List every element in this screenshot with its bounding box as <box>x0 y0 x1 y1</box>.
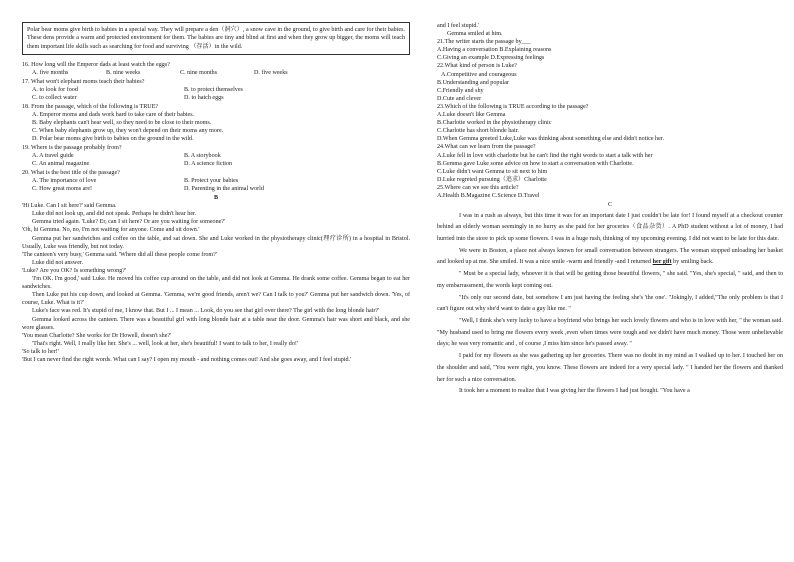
answer-option: C. How great moms are! <box>32 186 93 192</box>
question-stem: 16. How long will the Emperor dads at least watch the eggs? <box>22 62 170 69</box>
answer-option: D. Parenting in the animal world <box>184 186 264 192</box>
answer-option: A.Health B.Magazine C.Science D.Travel <box>437 192 540 199</box>
answer-option: B. A storybook <box>184 153 221 160</box>
answer-option: A. A travel guide <box>32 153 74 160</box>
answer-option: B.Understanding and popular <box>437 79 509 86</box>
story-paragraph: " Must be a special lady, whoever it is that will be getting those beautiful flowers, " she said. "Yes, she's special, " said, and then to my embarrassment, the words kept coming out. <box>437 271 783 289</box>
story-paragraph: I paid for my flowers as she was gathering up her groceries. There was no doubt in my mind as I walked up to her. I touched her on the shoulder and said, "You were right, you know. These flowers are indeed for a very special lady. " I handed her the flowers and thanked her for such a nice conversation. <box>437 353 783 383</box>
answer-option: C.Charlotte has short blonde hair. <box>437 128 519 135</box>
section-c-heading: C <box>607 201 613 208</box>
story-b <box>22 202 410 364</box>
question-stem: 23.Which of the following is TRUE according to the passage? <box>437 103 589 110</box>
answer-option: C. When baby elephants grow up, they won't depend on their moms any more. <box>32 128 224 135</box>
story-paragraph <box>437 246 783 269</box>
option-row <box>22 185 410 193</box>
answer-option: D.When Gemma greeted Luke,Luke was thinking about something else and didn't notice her. <box>437 136 665 143</box>
underlined-phrase: her gift <box>652 259 672 266</box>
story-paragraph: 'But I can never find the right words. What can I say? I open my mouth - and nothing comes out! And she goes away, and I feel stupid.' <box>22 356 352 363</box>
story-paragraph: 'So talk to her!' <box>22 348 59 355</box>
answer-option: C.Luke didn't want Gemma to sit next to him <box>437 168 548 175</box>
story-paragraph: and I feel stupid.' <box>437 23 480 29</box>
section-b-heading: B <box>213 194 219 201</box>
story-paragraph: Gemma smiled at him. <box>447 31 503 38</box>
story-paragraph: Gemma put her sandwiches and coffee on the table, and sat down. She and Luke worked in the physiotherapy clinic(理疗诊所) in a hospital in Bristol. Usually, Luke was friendly, but not today. <box>22 235 410 250</box>
text-segment: by smiling back. <box>671 259 714 266</box>
text-segment: We were in Boston, a place not always known for small conversation between strangers. The woman stopped unloading her basket and looked up at me. She smiled. It was a nice smile -warm and friendly -and I returned <box>437 247 783 266</box>
answer-option: D. Polar bear moms give birth to babies on the ground in the wild. <box>32 136 194 143</box>
story-paragraph: 'You mean Charlotte? She works for Dr Howell, doesn't she?' <box>22 332 172 339</box>
answer-option: C. to collect water <box>32 95 77 102</box>
answer-option: A. Emperor moms and dads work hard to take care of their babies. <box>32 111 195 118</box>
story-paragraph: It took her a moment to realize that I was giving her the flowers I had just bought. "You have a <box>459 388 690 395</box>
story-paragraph: Gemma tried again. 'Luke? Er, can I sit here? Or are you waiting for someone?' <box>32 219 226 226</box>
option-row <box>22 177 410 185</box>
answer-option: B.Charlotte worked in the physiotherapy clinic <box>437 120 552 127</box>
questions-b <box>437 38 783 200</box>
question-stem: 25.Where can we see this article? <box>437 184 519 191</box>
story-paragraph: "It's only our second date, but somehow I am just having the feeling she's 'the one'. "Jokingly, I added,"The only problem is that I can't figure out why she'd want to date a guy like me. " <box>437 294 783 313</box>
question-stem: 19. Where is the passage probably from? <box>22 144 122 151</box>
answer-option: B. nine weeks <box>106 70 141 77</box>
story-paragraph: Gemma looked across the canteen. There was a beautiful girl with long blonde hair at a table near the door. Gemma's hair was short and black, and she wore glasses. <box>22 316 410 331</box>
question-stem: 20. What is the best title of the passage? <box>22 169 120 176</box>
story-paragraph: 'The canteen's very busy,' Gemma said. 'Where did all these people come from?' <box>22 251 217 258</box>
passage-box: Polar bear moms give birth to babies in a special way. They will prepare a den（洞穴）, a snow cave in the ground, to give birth and care for their babies. These dens provide a warm and protected environment for them. The babies are tiny and blind at first and when they grow up bigger, the moms will teach them important life skills such as searching for food and surviving （存活）in the wild. <box>22 22 410 55</box>
answer-option: D. to hatch eggs <box>184 95 224 102</box>
story-paragraph: 'I'm OK. I'm good,' said Luke. He moved his coffee cup around on the table, and did not look at Gemma. He drank some coffee. Gemma began to eat her sandwiches. <box>22 276 410 291</box>
answer-option: B. to protect themselves <box>184 87 243 94</box>
answer-option: C. nine months <box>180 70 218 77</box>
right-intro <box>437 22 783 38</box>
answer-option: A.Luke fell in love with charlotte but he can't find the right words to start a talk with her <box>437 152 653 159</box>
story-paragraph: Luke did not look up, and did not speak. Perhaps he didn't hear her. <box>32 211 197 218</box>
answer-option: A. The importance of love <box>32 177 97 184</box>
left-column <box>22 22 410 558</box>
option-row <box>22 152 410 160</box>
option-row <box>22 94 410 102</box>
answer-option: C.Friendly and shy <box>437 87 484 94</box>
question-stem: 17. What won't elephant moms teach their babies? <box>22 79 145 85</box>
question-stem: 24.What can we learn from the passage? <box>437 144 536 151</box>
answer-option: A.Competitive and courageous <box>441 71 517 78</box>
story-paragraph: 'Luke? Are you OK? Is something wrong?' <box>22 267 127 274</box>
story-c <box>437 211 783 398</box>
option-row <box>22 86 410 94</box>
story-paragraph: Luke's face was red. It's stupid of me, I know that. But I ... I mean ... Look, do you see that girl over there? The girl with the long blonde hair?' <box>32 308 380 315</box>
questions-a <box>22 61 410 193</box>
story-paragraph: 'Oh, hi Gemma. No, no, I'm not waiting for anyone. Come and sit down.' <box>22 227 200 234</box>
answer-option: C.Giving an example D.Expressing feelings <box>437 55 545 62</box>
story-paragraph: 'Hi Luke. Can I sit here?' said Gemma. <box>22 203 117 210</box>
answer-option: D. A science fiction <box>184 161 233 168</box>
question-stem: 21.The writer starts the passage by___ <box>437 39 531 46</box>
answer-option: B.Gemma gave Luke some advice on how to start a conversation with Charlotte. <box>437 160 634 167</box>
story-paragraph: I was in a rush as always, but this time it was for an important date I just couldn't be late for! I found myself at a checkout counter behind an elderly woman seemingly in no hurry as she paid for her groceries（食品杂货）. A PhD student without a lot of money, I had hurried into the store to pick up some flowers. I was in a huge rush, thinking of my upcoming evening. I did not want to be late for this date. <box>437 212 783 243</box>
answer-option: D. five weeks <box>254 70 288 77</box>
option-row <box>22 160 410 168</box>
answer-option: A. five months <box>32 70 69 77</box>
story-paragraph: "Well, I think she's very lucky to have a boyfriend who brings her such lovely flowers and who is in love with her, " the woman said. "My husband used to bring me flowers every week ,even when times were tough and we didn't have much money. Those were unbelievable days; he was very romantic and , of course ,I miss him since he's passed away. " <box>437 317 783 348</box>
answer-option: B. Protect your babies <box>184 177 239 184</box>
option-row <box>22 69 410 77</box>
question-stem: 22.What kind of person is Luke? <box>437 63 517 70</box>
answer-option: A.Luke doesn't like Gemma <box>437 112 506 119</box>
answer-option: C. An animal magazine <box>32 161 90 168</box>
answer-option: B. Baby elephants can't hear well, so they need to be close to their moms. <box>32 120 212 127</box>
answer-option: D.Luke regreted pursuing（追求）Charlotte <box>437 176 547 183</box>
answer-option: A. to look for food <box>32 87 78 94</box>
answer-option: D.Cute and clever <box>437 95 482 102</box>
answer-option: A.Having a conversation B.Explaining reasons <box>437 47 552 54</box>
story-paragraph: Luke did not answer. <box>32 259 84 266</box>
question-stem: 18. From the passage, which of the following is TRUE? <box>22 103 159 110</box>
story-paragraph: 'That's right. Well, I really like her. She's ... well, look at her, she's beautiful! I want to talk to her, I really do!' <box>32 340 299 347</box>
right-column <box>437 22 783 558</box>
story-paragraph: Then Luke put his cup down, and looked at Gemma. 'Gemma, we're good friends, aren't we? Can I talk to you?' Gemma put her sandwich down. 'Yes, of course, Luke. What is it?' <box>22 292 410 307</box>
